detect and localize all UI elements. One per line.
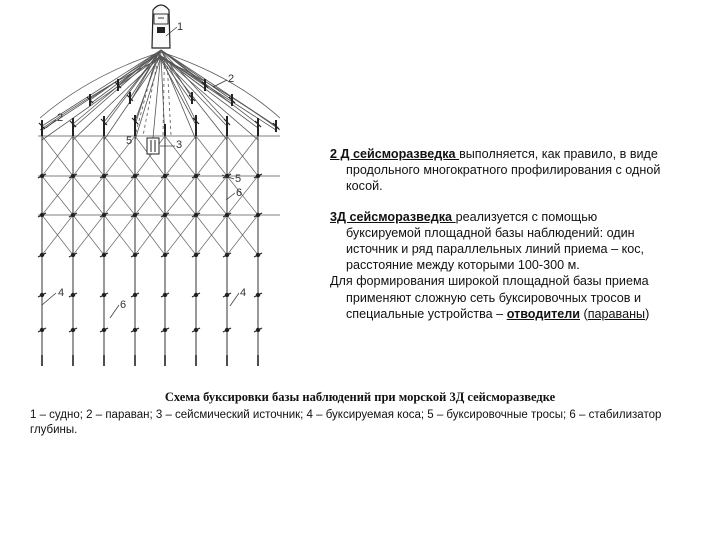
tow-rope — [104, 54, 158, 126]
source-box — [147, 138, 159, 154]
label-paravan-top: 2 — [228, 73, 235, 85]
figure-legend: 1 – судно; 2 – параван; 3 – сейсмический источник; 4 – буксируемая коса; 5 – буксировочные тросы; 6 – стабилизатор глубины. — [30, 409, 662, 436]
depth-stabilizer-dot — [194, 293, 197, 296]
depth-stabilizer-dot — [256, 253, 259, 256]
depth-stabilizer-dot — [256, 293, 259, 296]
label-ship: 1 — [177, 21, 184, 33]
depth-stabilizer-dot — [163, 293, 166, 296]
depth-stabilizer-dot — [163, 253, 166, 256]
depth-stabilizer-dot — [71, 253, 74, 256]
label-stab-right: 6 — [236, 187, 243, 199]
depth-stabilizer-dot — [163, 328, 166, 331]
depth-stabilizer-dot — [194, 174, 197, 177]
depth-stabilizer-dot — [194, 253, 197, 256]
depth-stabilizer-dot — [256, 174, 259, 177]
depth-stabilizer-dot — [133, 253, 136, 256]
tow-rope — [161, 50, 235, 100]
depth-stabilizer-dot — [40, 253, 43, 256]
tow-rope — [90, 50, 161, 100]
depth-stabilizer-dot — [163, 213, 166, 216]
depth-stabilizer-dot — [71, 293, 74, 296]
depth-stabilizer-dot — [225, 253, 228, 256]
depth-stabilizer-dot — [256, 328, 259, 331]
depth-stabilizer-dot — [40, 293, 43, 296]
depth-stabilizer-dot — [133, 293, 136, 296]
paragraph-2d — [330, 146, 675, 195]
depth-stabilizer-dot — [225, 293, 228, 296]
description-text — [330, 146, 675, 322]
label-streamer-right: 4 — [240, 287, 247, 299]
paragraph-paravans — [330, 273, 675, 322]
vessel-bridge — [157, 27, 165, 33]
label-stab-left: 6 — [120, 299, 127, 311]
tow-ropes — [38, 50, 280, 215]
seismic-source — [147, 138, 159, 154]
depth-stabilizer-dot — [225, 328, 228, 331]
towing-scheme-diagram — [0, 0, 320, 380]
text-2d: выполняется, как правило, в виде продольного многократного профилирования с одной косой. — [346, 147, 661, 194]
vessel-hull — [152, 5, 170, 48]
depth-stabilizer-dot — [133, 174, 136, 177]
tow-rope — [161, 50, 227, 122]
label-paravan-left: 2 — [57, 112, 64, 124]
depth-stabilizer-dot — [71, 328, 74, 331]
depth-stabilizer-dot — [102, 174, 105, 177]
depth-stabilizer-dot — [40, 174, 43, 177]
depth-stabilizer-dot — [133, 328, 136, 331]
depth-stabilizer-dot — [194, 213, 197, 216]
term-otvoditeli: отводители — [506, 306, 580, 321]
depth-stabilizer-dot — [256, 213, 259, 216]
depth-stabilizer-dot — [194, 328, 197, 331]
depth-stabilizer-dot — [40, 328, 43, 331]
term-paravany: параваны — [587, 306, 646, 321]
streamers — [42, 136, 258, 360]
depth-stabilizer-dot — [102, 328, 105, 331]
device-marks — [38, 79, 279, 366]
label-streamer-left: 4 — [58, 287, 65, 299]
depth-stabilizer-dot — [71, 174, 74, 177]
depth-stabilizer-dot — [102, 253, 105, 256]
depth-stabilizer-dot — [71, 213, 74, 216]
depth-stabilizer-dot — [163, 174, 166, 177]
term-3d: 3Д сейсморазведка — [330, 209, 456, 224]
label-tow-left: 5 — [126, 135, 133, 147]
label-tow-right: 5 — [235, 173, 242, 185]
text-3d: реализуется с помощью буксируемой площадной базы наблюдений: один источник и ряд параллельных линий приема – кос, расстояние между которыми 100-300 м. — [346, 209, 645, 273]
depth-stabilizer-dot — [102, 213, 105, 216]
depth-stabilizer-dot — [225, 213, 228, 216]
text-paren-close: ) — [645, 306, 650, 321]
depth-stabilizer-dot — [133, 213, 136, 216]
label-source: 3 — [176, 139, 183, 151]
figure-caption: Схема буксировки базы наблюдений при морской 3Д сейсморазведке — [164, 390, 556, 404]
paragraph-3d — [330, 209, 675, 274]
text-paravans: Для формирования широкой площадной базы приема применяют сложную сеть буксировочных тросов и специальные устройства – — [330, 274, 649, 321]
depth-stabilizer-dot — [40, 213, 43, 216]
term-2d: 2 Д сейсморазведка — [330, 147, 460, 161]
text-paren-open: ( — [580, 306, 588, 321]
vessel — [152, 5, 170, 48]
lead-in-cable — [161, 56, 258, 140]
depth-stabilizer-dot — [102, 293, 105, 296]
